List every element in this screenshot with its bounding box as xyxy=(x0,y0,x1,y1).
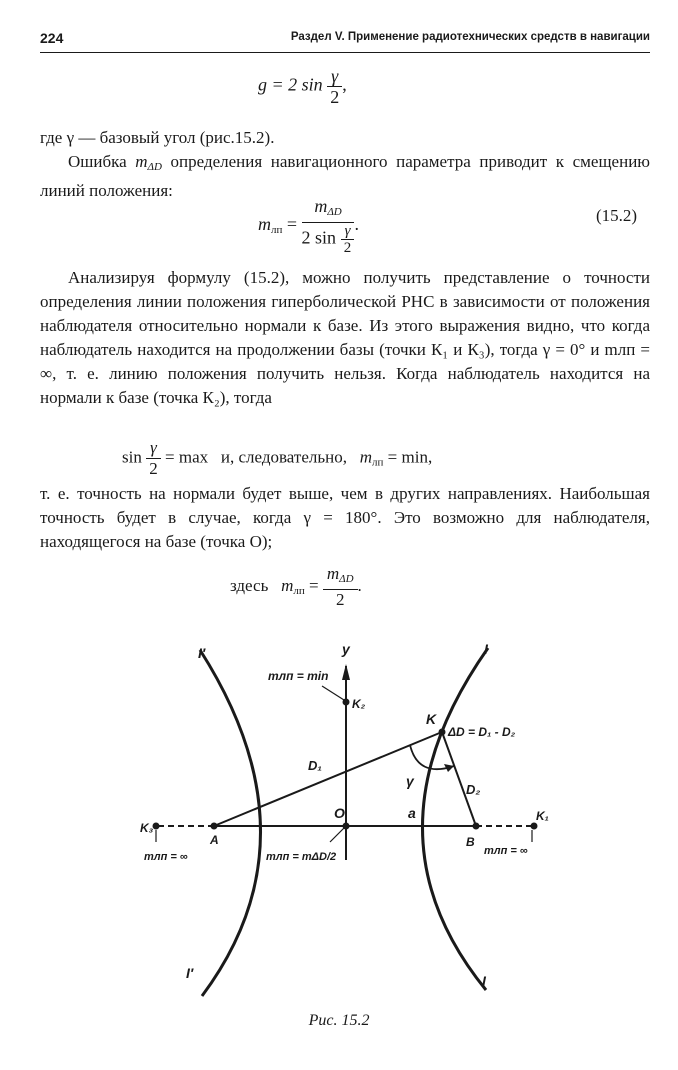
eq3-mid: и, следовательно, xyxy=(220,447,347,467)
eq1-den: 2 xyxy=(330,87,340,107)
eq3-m: m xyxy=(359,447,373,467)
label-a: a xyxy=(408,805,416,821)
eq4-frac xyxy=(323,564,358,610)
label-i-bottom: I xyxy=(482,973,486,989)
eq2-den-num: γ xyxy=(341,223,355,240)
figure-hyperbolic-lines xyxy=(120,628,570,1000)
eq4-tail: . xyxy=(357,575,362,595)
equation-number: (15.2) xyxy=(596,206,638,225)
running-head: Раздел V. Применение радиотехнических средств в навигации xyxy=(290,31,650,43)
label-d2: D₂ xyxy=(466,782,481,797)
eq2-den-den: 2 xyxy=(343,240,352,256)
label-k: K xyxy=(426,711,437,727)
label-gamma: γ xyxy=(406,773,414,789)
label-y-axis: y xyxy=(342,641,350,657)
label-m-center: mлп = mΔD/2 xyxy=(266,851,337,863)
figure-caption: Рис. 15.2 xyxy=(308,1012,370,1029)
eq4-num-sub: ΔD xyxy=(339,573,354,585)
leader-m-center xyxy=(330,828,344,842)
eq2-numerator xyxy=(302,196,355,223)
p2-start: Ошибка xyxy=(68,152,136,171)
eq2-tail: . xyxy=(354,214,359,235)
paragraph-4: т. е. точность на нормали будет выше, чем в других направлениях. Наибольшая точность будет в случае, когда γ = 180°. Это возможно для наблюдателя, находящегося на базе (точка О); xyxy=(40,484,650,551)
eq4-m: m xyxy=(281,575,294,595)
eq4-word: здесь xyxy=(230,575,269,595)
paragraph-3: Анализируя формулу (15.2), можно получить представление о точности определения линии положения гиперболической РНС в зависимости от положения наблюдателя относительно нормали к базе. Из этого выражения видно, что когда наблюдатель находится на продолжении базы (точки К₁ и К₃), тогда γ = 0° и mлп = ∞, т. е. линию положения получить нельзя. Когда наблюдатель находится на нормали к базе (точка К₂), тогда xyxy=(40,268,650,407)
p2-rest: определения навигационного параметра приводит к смещению линий положения: xyxy=(40,152,650,200)
label-k3: K₃ xyxy=(140,821,154,835)
equation-sin-max xyxy=(122,438,432,479)
eq3-min: = min, xyxy=(387,447,433,467)
leader-m-min xyxy=(322,686,344,700)
text-block-2 xyxy=(40,266,650,410)
label-m-inf-left: mлп = ∞ xyxy=(144,851,188,863)
label-i-prime-top: I′ xyxy=(198,645,206,661)
hyperbola-right xyxy=(422,648,488,990)
eq2-lhs: m xyxy=(258,214,271,235)
paragraph-1: где γ — базовый угол (рис.15.2). xyxy=(40,128,275,147)
point-k3 xyxy=(153,823,160,830)
point-k1 xyxy=(531,823,538,830)
eq4-den: 2 xyxy=(335,590,345,609)
eq2-frac xyxy=(302,196,355,256)
eq2-lhs-sub: лп xyxy=(271,224,283,237)
eq3-frac xyxy=(146,438,161,479)
eq3-den: 2 xyxy=(149,459,158,478)
eq1-frac xyxy=(327,66,342,107)
eq3-num: γ xyxy=(146,438,161,459)
text-block-3 xyxy=(40,482,650,554)
eq2-den-pre: 2 sin xyxy=(301,227,337,248)
eq4-num: m xyxy=(326,564,340,583)
label-i-prime-bottom: I′ xyxy=(186,965,194,981)
label-m-min: mлп = min xyxy=(268,669,329,683)
page-number: 224 xyxy=(40,30,64,46)
p2-sub: ΔD xyxy=(147,161,162,173)
eq1-lhs: g = 2 sin xyxy=(258,74,323,95)
eq3-max: = max xyxy=(165,447,209,467)
eq3-sub: лп xyxy=(372,456,384,469)
label-delta-d: ΔD = D₁ - D₂ xyxy=(448,725,516,739)
label-k2: K₂ xyxy=(352,697,366,711)
p2-m: m xyxy=(135,152,148,171)
label-point-b: B xyxy=(466,835,475,849)
text-block-1 xyxy=(40,126,650,203)
eq4-sub: лп xyxy=(293,584,305,597)
eq2-denominator xyxy=(302,223,355,256)
eq3-sin: sin xyxy=(122,447,142,467)
equation-g xyxy=(258,66,347,107)
eq2-num: m xyxy=(314,196,328,216)
label-i-top: I xyxy=(484,641,488,657)
eq2-num-sub: ΔD xyxy=(327,206,342,218)
page-header xyxy=(40,28,650,53)
label-point-a: A xyxy=(210,833,219,847)
eq1-num: γ xyxy=(327,66,342,87)
eq1-tail: , xyxy=(342,74,347,95)
hyperbola-left xyxy=(200,650,261,996)
label-o: O xyxy=(334,805,345,821)
eq2-inner-frac xyxy=(341,223,355,256)
line-d2 xyxy=(442,732,476,826)
y-axis-arrow-icon xyxy=(342,664,350,680)
label-k1: K₁ xyxy=(536,809,549,823)
label-m-inf-right: mлп = ∞ xyxy=(484,845,528,857)
label-d1: D₁ xyxy=(308,758,322,773)
eq4-numerator xyxy=(323,564,358,590)
equation-zdes: здесь $m_{лп}$ = $\frac{m_{\Delta D}}{2}$ . xyxy=(230,564,362,609)
equation-15-2: $m_{лп}$ = $m_{\Delta D}$ 2 sin $\frac{\gamma}{2}$ . xyxy=(258,196,359,256)
